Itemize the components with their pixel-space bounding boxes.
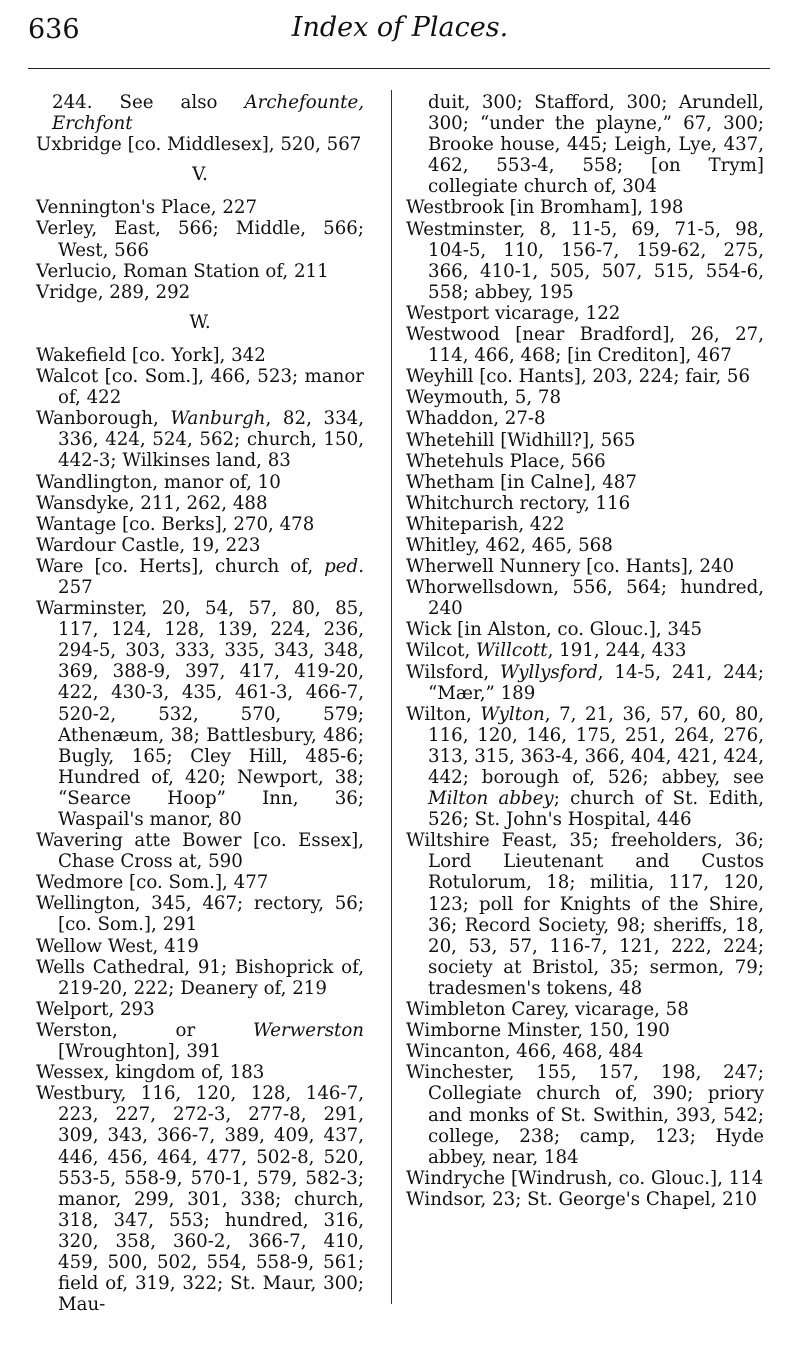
entry-text: Windsor, 23; St. George's Chapel, 210 — [406, 1188, 757, 1210]
entry-text: Wandlington, manor of, 10 — [36, 471, 281, 493]
entry-text: Winchester, 155, 157, 198, 247; Collegiate church of, 390; priory and monks of St. Swithin, 393, 542; college, 238; camp, 123; Hyde abbey, near, 184 — [406, 1062, 764, 1168]
index-entry — [36, 197, 364, 218]
entry-text: ; church of St. Edith, 526; St. John's Hospital, 446 — [428, 788, 764, 831]
italic-text: Wyllysford — [499, 661, 598, 683]
index-entry — [36, 830, 364, 872]
index-entry — [406, 1062, 764, 1167]
entry-text: Whetehuls Place, 566 — [406, 450, 606, 472]
entry-text: Whitley, 462, 465, 568 — [406, 534, 613, 556]
index-entry — [406, 704, 764, 831]
entry-text: Westwood [near Bradford], 26, 27, 114, 466, 468; [in Crediton], 467 — [406, 324, 764, 367]
entry-text: [Wroughton], 391 — [58, 1041, 222, 1063]
entry-text: V. — [192, 164, 208, 186]
entry-text: , 14-5, 241, 244; “Mær,” 189 — [428, 661, 764, 704]
entry-text: Wells Cathedral, 91; Bishoprick of, 219-20, 222; Deanery of, 219 — [36, 956, 364, 999]
entry-text: Wansdyke, 211, 262, 488 — [36, 492, 268, 514]
index-entry — [36, 1083, 364, 1315]
index-entry — [36, 514, 364, 535]
italic-text: Werwerston — [253, 1019, 364, 1041]
entry-text: Westport vicarage, 122 — [406, 302, 621, 324]
entry-text: Verlucio, Roman Station of, 211 — [36, 260, 329, 282]
italic-text: Milton abbey — [428, 788, 554, 810]
index-entry — [406, 514, 764, 535]
index-entry — [406, 535, 764, 556]
index-entry — [36, 893, 364, 935]
entry-text: Whitchurch rectory, 116 — [406, 492, 631, 514]
index-entry — [406, 451, 764, 472]
entry-text: Uxbridge [co. Middlesex], 520, 567 — [36, 134, 362, 156]
entry-text: Wincanton, 466, 468, 484 — [406, 1041, 644, 1063]
index-entry — [406, 324, 764, 366]
running-head — [0, 0, 800, 60]
italic-text: Archefounte, Erchfont — [52, 92, 364, 135]
right-column — [406, 92, 764, 1210]
index-entry — [36, 261, 364, 282]
section-letter — [36, 312, 364, 333]
index-entry — [406, 830, 764, 999]
index-entry — [406, 640, 764, 661]
index-entry — [36, 345, 364, 366]
entry-text: W. — [189, 311, 211, 333]
index-entry — [406, 1041, 764, 1062]
index-entry — [406, 92, 764, 197]
entry-text: Whorwellsdown, 556, 564; hundred, 240 — [406, 577, 764, 620]
entry-text: Whiteparish, 422 — [406, 513, 565, 535]
index-entry — [36, 1062, 364, 1083]
entry-text: Wimborne Minster, 150, 190 — [406, 1020, 670, 1042]
index-entry — [36, 282, 364, 303]
entry-text: Wavering atte Bower [co. Essex], Chase Cross at, 590 — [36, 830, 364, 873]
entry-text: Wellington, 345, 467; rectory, 56; [co. Som.], 291 — [36, 893, 364, 936]
index-entry — [36, 472, 364, 493]
index-entry — [36, 134, 364, 155]
index-entry — [406, 1020, 764, 1041]
entry-text: Whaddon, 27-8 — [406, 408, 546, 430]
entry-text: Ware [co. Herts], church of, — [36, 555, 325, 577]
index-entry — [36, 556, 364, 598]
entry-text: Wessex, kingdom of, 183 — [36, 1062, 265, 1084]
entry-text: Wantage [co. Berks], 270, 478 — [36, 513, 315, 535]
entry-text: Whetham [in Calne], 487 — [406, 471, 637, 493]
index-entry — [36, 218, 364, 260]
index-entry — [406, 408, 764, 429]
entry-text: Wellow West, 419 — [36, 935, 199, 957]
index-entry — [36, 999, 364, 1020]
entry-text: Westbury, 116, 120, 128, 146-7, 223, 227, 272-3, 277-8, 291, 309, 343, 366-7, 389, 409, 437, 446, 456, 464, 477, 502-8, 520, 553-5, 558-9, 570-1, 579, 582-3; manor, 299, 301, 338; church, 318, 347, 553; hundred, 316, 320, 358, 360-2, 366-7, 410, 459, 500, 502, 554, 558-9, 561; field of, 319, 322; St. Maur, 300; Mau- — [36, 1083, 364, 1316]
italic-text: Wylton — [480, 703, 545, 725]
index-entry — [36, 598, 364, 830]
entry-text: 244. See also — [52, 92, 245, 113]
entry-text: Verley, East, 566; Middle, 566; West, 566 — [36, 218, 364, 261]
index-entry — [36, 535, 364, 556]
italic-text: Wanburgh — [170, 408, 266, 430]
index-entry — [406, 303, 764, 324]
entry-text: Westbrook [in Bromham], 198 — [406, 197, 684, 219]
index-entry — [36, 957, 364, 999]
index-entry — [406, 493, 764, 514]
entry-text: Wakefield [co. York], 342 — [36, 344, 266, 366]
entry-text: Wanborough, — [36, 408, 171, 430]
entry-text: Wedmore [co. Som.], 477 — [36, 872, 269, 894]
entry-text: Weyhill [co. Hants], 203, 224; fair, 56 — [406, 366, 751, 388]
entry-text: Walcot [co. Som.], 466, 523; manor of, 422 — [36, 366, 364, 409]
entry-text: Vennington's Place, 227 — [36, 197, 258, 219]
entry-text: Welport, 293 — [36, 998, 155, 1020]
entry-text: Wilcot, — [406, 640, 477, 662]
entry-text: , 7, 21, 36, 57, 60, 80, 116, 120, 146, 175, 251, 264, 276, 313, 315, 363-4, 366, 404, 421, 424, 442; borough of, 526; abbey, see — [428, 703, 764, 788]
index-entry — [406, 556, 764, 577]
index-entry — [406, 219, 764, 303]
entry-text: duit, 300; Stafford, 300; Arundell, 300; “under the playne,” 67, 300; Brooke house, 445; Leigh, Lye, 437, 462, 553-4, 558; [on Trym] collegiate church of, 304 — [428, 92, 764, 198]
index-entry — [406, 619, 764, 640]
page-number: 636 — [28, 14, 80, 45]
index-entry — [406, 430, 764, 451]
entry-text: , 191, 244, 433 — [547, 640, 687, 662]
index-entry — [36, 493, 364, 514]
section-letter — [36, 164, 364, 185]
index-entry — [36, 936, 364, 957]
entry-text: Windryche [Windrush, co. Glouc.], 114 — [406, 1167, 764, 1189]
entry-text: Wilsford, — [406, 661, 500, 683]
entry-text: Wick [in Alston, co. Glouc.], 345 — [406, 619, 703, 641]
index-entry — [36, 1020, 364, 1062]
entry-text: Warminster, 20, 54, 57, 80, 85, 117, 124, 128, 139, 224, 236, 294-5, 303, 333, 335, 343, 348, 369, 388-9, 397, 417, 419-20, 422, 430-3, 435, 461-3, 466-7, 520-2, 532, 570, 579; Athenæum, 38; Battlesbury, 486; Bugly, 165; Cley Hill, 485-6; Hundred of, 420; Newport, 38; “Searce Hoop” Inn, 36; Waspail's manor, 80 — [36, 598, 364, 830]
entry-text: Whetehill [Widhill?], 565 — [406, 429, 636, 451]
index-entry — [406, 577, 764, 619]
italic-text: Willcott — [476, 640, 548, 662]
entry-text: 257 — [58, 576, 93, 598]
index-entry — [36, 872, 364, 893]
index-entry — [406, 662, 764, 704]
index-entry — [36, 92, 364, 134]
index-entry — [406, 1168, 764, 1189]
entry-text: Wilton, — [406, 703, 481, 725]
entry-text: Wardour Castle, 19, 223 — [36, 534, 261, 556]
index-entry — [406, 387, 764, 408]
index-entry — [406, 999, 764, 1020]
index-entry — [36, 408, 364, 471]
left-column — [36, 92, 364, 1315]
index-entry — [36, 366, 364, 408]
index-entry — [406, 366, 764, 387]
entry-text: Wiltshire Feast, 35; freeholders, 36; Lord Lieutenant and Custos Rotulorum, 18; militia, 117, 120, 123; poll for Knights of the Shire, 36; Record Society, 98; sheriffs, 18, 20, 53, 57, 116-7, 121, 222, 224; society at Bristol, 35; sermon, 79; tradesmen's tokens, 48 — [406, 830, 764, 999]
entry-text: Weymouth, 5, 78 — [406, 387, 562, 409]
page-title: Index of Places. — [291, 12, 509, 43]
column-divider — [391, 90, 392, 1304]
entry-text: Werston, or — [36, 1019, 253, 1041]
index-entry — [406, 1189, 764, 1210]
header-rule — [28, 68, 770, 69]
italic-text: ped. — [324, 555, 364, 577]
index-entry — [406, 197, 764, 218]
entry-text: Wherwell Nunnery [co. Hants], 240 — [406, 556, 735, 578]
entry-text: Vridge, 289, 292 — [36, 281, 191, 303]
entry-text: Westminster, 8, 11-5, 69, 71-5, 98, 104-5, 110, 156-7, 159-62, 275, 366, 410-1, 505, 507, 515, 554-6, 558; abbey, 195 — [406, 218, 764, 303]
index-entry — [406, 472, 764, 493]
entry-text: Wimbleton Carey, vicarage, 58 — [406, 999, 689, 1021]
entry-text: , 82, 334, 336, 424, 524, 562; church, 150, 442-3; Wilkinses land, 83 — [58, 408, 365, 472]
